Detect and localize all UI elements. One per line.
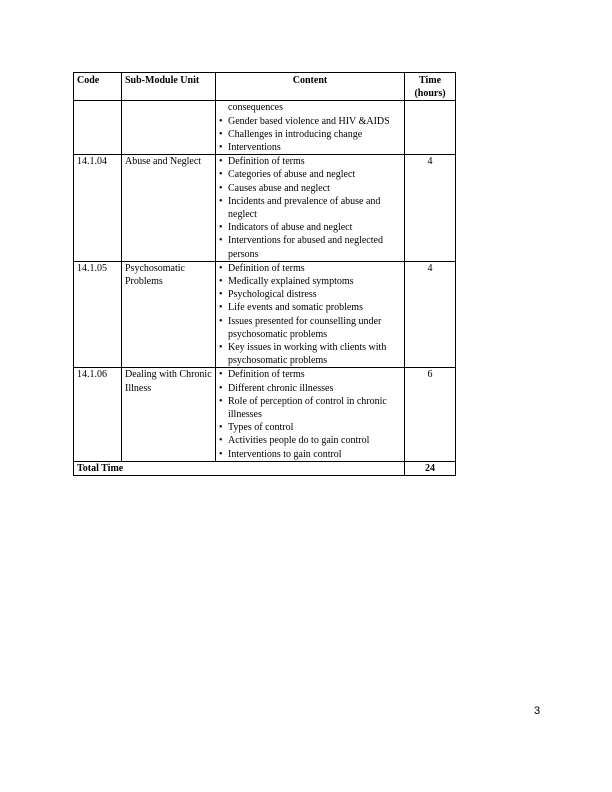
content-bullet-item: • Interventions for abused and neglected persons	[219, 234, 401, 260]
header-time-label: Time	[418, 75, 442, 86]
content-bullet-item: • Role of perception of control in chronic illnesses	[219, 395, 401, 421]
cell-content	[216, 261, 405, 368]
table-row	[74, 368, 456, 461]
content-bullet-item: • Medically explained symptoms	[219, 275, 401, 288]
content-bullet-item: • Activities people do to gain control	[219, 434, 401, 447]
content-bullet-item: • Definition of terms	[219, 262, 401, 275]
content-bullet-item: • Challenges in introducing change	[219, 128, 401, 141]
cell-content	[216, 101, 405, 155]
content-list	[219, 262, 401, 368]
page-number: 3	[534, 705, 541, 717]
cell-time-hours	[405, 101, 456, 155]
content-bullet-item: • Causes abuse and neglect	[219, 182, 401, 195]
content-bullet-item: • Life events and somatic problems	[219, 301, 401, 314]
table-body	[74, 101, 456, 461]
content-bullet-item: • Key issues in working with clients with psychosomatic problems	[219, 341, 401, 367]
header-row	[74, 73, 456, 101]
cell-sub-module-unit: Dealing with Chronic Illness	[122, 368, 216, 461]
cell-sub-module-unit: Psychosomatic Problems	[122, 261, 216, 368]
cell-time-hours: 4	[405, 155, 456, 262]
total-label: Total Time	[74, 461, 405, 475]
header-code: Code	[74, 73, 122, 101]
cell-sub-module-unit: Abuse and Neglect	[122, 155, 216, 262]
cell-content	[216, 368, 405, 461]
header-content: Content	[216, 73, 405, 101]
cell-time-hours: 4	[405, 261, 456, 368]
content-bullet-item: • Psychological distress	[219, 288, 401, 301]
header-sub-module-unit: Sub-Module Unit	[122, 73, 216, 101]
cell-code: 14.1.04	[74, 155, 122, 262]
header-time	[405, 73, 456, 101]
content-bullet-item: • Different chronic illnesses	[219, 382, 401, 395]
table-row	[74, 155, 456, 262]
cell-content	[216, 155, 405, 262]
content-bullet-item: • Definition of terms	[219, 368, 401, 381]
cell-sub-module-unit	[122, 101, 216, 155]
content-bullet-item: • Interventions to gain control	[219, 448, 401, 461]
content-list	[219, 101, 401, 154]
cell-code	[74, 101, 122, 155]
content-list	[219, 155, 401, 261]
content-bullet-item: • Incidents and prevalence of abuse and neglect	[219, 195, 401, 221]
content-bullet-item: • Definition of terms	[219, 155, 401, 168]
cell-code: 14.1.06	[74, 368, 122, 461]
content-bullet-item: • Types of control	[219, 421, 401, 434]
total-value: 24	[405, 461, 456, 475]
content-bullet-item: • Indicators of abuse and neglect	[219, 221, 401, 234]
curriculum-table	[73, 72, 456, 476]
content-continued-text: consequences	[228, 102, 283, 114]
content-bullet-item: • Issues presented for counselling under psychosomatic problems	[219, 315, 401, 341]
content-list	[219, 368, 401, 460]
header-time-unit: (hours)	[414, 88, 446, 100]
content-bullet-item: • Categories of abuse and neglect	[219, 168, 401, 181]
table-row	[74, 261, 456, 368]
content-bullet-item: • Gender based violence and HIV &AIDS	[219, 115, 401, 128]
content-bullet-item: • Interventions	[219, 141, 401, 154]
table-row	[74, 101, 456, 155]
cell-time-hours: 6	[405, 368, 456, 461]
total-row	[74, 461, 456, 475]
cell-code: 14.1.05	[74, 261, 122, 368]
